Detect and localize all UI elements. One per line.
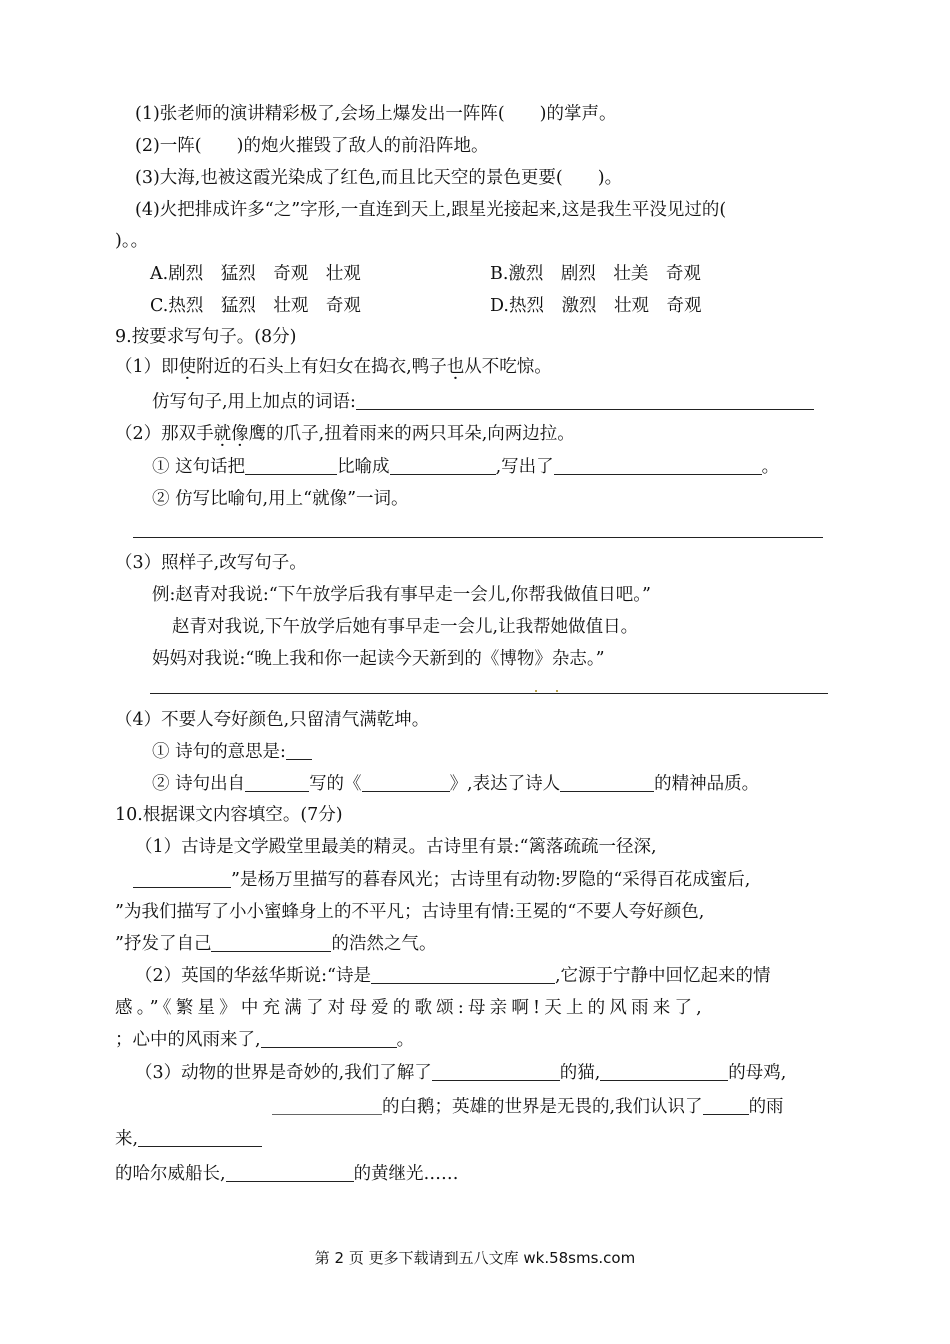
q9-part4-b: ② 诗句出自 写的《 》,表达了诗人 的精神品质。	[152, 774, 760, 794]
answer-blank[interactable]	[356, 393, 814, 410]
q10-p3-line4: 的哈尔威船长, 的黄继光……	[115, 1164, 459, 1184]
part-number: （1）	[115, 357, 162, 377]
q10-title: 10.根据课文内容填空。(7分)	[115, 805, 343, 825]
answer-blank[interactable]	[261, 1031, 397, 1048]
q10-p2-line1: （2）英国的华兹华斯说:“诗是 ,它源于宁静中回忆起来的情	[135, 966, 771, 986]
q9-part2-a: ① 这句话把 比喻成 ,写出了 。	[152, 457, 780, 477]
answer-blank[interactable]	[133, 871, 231, 888]
q8-options-row-1	[150, 263, 701, 285]
q9-part1-prompt: 仿写句子,用上加点的词语:	[152, 391, 814, 413]
answer-blank[interactable]	[286, 743, 312, 760]
q10-p3-line1: （3）动物的世界是奇妙的,我们了解了 的猫, 的母鸡,	[135, 1063, 787, 1083]
q9-part3-example: 例:赵青对我说:“下午放学后我有事早走一会儿,你帮我做值日吧。”	[152, 585, 651, 605]
q9-part1-sentence: （1）即使附近的石头上有妇女在捣衣,鸭子也从不吃惊。	[115, 357, 552, 377]
q9-part2-sentence: （2）那双手就像鹰的爪子,扭着雨来的两只耳朵,向两边拉。	[115, 424, 575, 444]
answer-blank[interactable]	[245, 775, 309, 792]
dotted-char: 像	[231, 424, 249, 444]
answer-blank[interactable]	[390, 458, 496, 475]
stray-mark	[556, 690, 558, 692]
q8-sentence-4a: (4)火把排成许多“之”字形,一直连到天上,跟星光接起来,这是我生平没见过的(	[135, 200, 727, 220]
q8-sentence-3: (3)大海,也被这霞光染成了红色,而且比天空的景色更要( )。	[135, 168, 623, 188]
q9-title: 9.按要求写句子。(8分)	[115, 327, 297, 347]
q9-part3-example-answer: 赵青对我说,下午放学后她有事早走一会儿,让我帮她做值日。	[172, 617, 639, 637]
answer-blank[interactable]	[560, 775, 654, 792]
answer-blank[interactable]	[600, 1064, 728, 1081]
q9-part2-b: ② 仿写比喻句,用上“就像”一词。	[152, 489, 409, 509]
q9-part3-title: （3）照样子,改写句子。	[115, 553, 307, 573]
answer-blank[interactable]	[226, 1165, 354, 1182]
answer-line[interactable]	[150, 693, 828, 694]
answer-blank[interactable]	[371, 967, 555, 984]
option-a: A.剧烈 猛烈 奇观 壮观	[150, 264, 361, 284]
q8-sentence-4b: )。。	[115, 231, 149, 251]
q10-p3-line3: 来,	[115, 1128, 262, 1150]
q9-part3-task: 妈妈对我说:“晚上我和你一起读今天新到的《博物》杂志。”	[152, 649, 605, 669]
q10-p1-line4: ”抒发了自己 的浩然之气。	[115, 934, 437, 954]
answer-blank[interactable]	[138, 1130, 262, 1147]
stray-mark	[535, 690, 537, 692]
dotted-char: 就	[213, 424, 232, 444]
q9-part4-a: ① 诗句的意思是:	[152, 741, 312, 763]
page-footer: 第 2 页 更多下载请到五八文库 wk.58sms.com	[314, 1249, 636, 1267]
q10-p1-line3: ”为我们描写了小小蜜蜂身上的不平凡；古诗里有情:王冕的“不要人夸好颜色,	[115, 902, 705, 922]
option-b: B.激烈 剧烈 壮美 奇观	[490, 264, 701, 284]
answer-blank[interactable]	[272, 1098, 382, 1115]
answer-blank[interactable]	[362, 775, 450, 792]
answer-blank[interactable]	[703, 1098, 749, 1115]
answer-blank[interactable]	[211, 935, 331, 952]
answer-line[interactable]	[133, 537, 823, 538]
option-c: C.热烈 猛烈 壮观 奇观	[150, 296, 361, 316]
q8-sentence-2: (2)一阵( )的炮火摧毁了敌人的前沿阵地。	[135, 136, 489, 156]
q10-p2-line3: ；心中的风雨来了, 。	[115, 1030, 415, 1050]
q10-p2-line2: 感。”《繁星》中充满了对母爱的歌颂:母亲啊!天上的风雨来了,	[115, 998, 706, 1018]
q8-sentence-1: (1)张老师的演讲精彩极了,会场上爆发出一阵阵( )的掌声。	[135, 104, 617, 124]
q8-options-row-2	[150, 295, 701, 317]
dotted-char: 也	[446, 357, 465, 377]
q10-p1-line2: ”是杨万里描写的暮春风光；古诗里有动物:罗隐的“采得百花成蜜后,	[133, 869, 750, 891]
answer-blank[interactable]	[245, 458, 337, 475]
option-d: D.热烈 激烈 壮观 奇观	[490, 296, 702, 316]
q9-part4-title: （4）不要人夸好颜色,只留清气满乾坤。	[115, 710, 430, 730]
dotted-char: 使	[178, 357, 197, 377]
q10-p3-line2: 的白鹅；英雄的世界是无畏的,我们认识了 的雨	[272, 1096, 784, 1118]
q10-p1-line1: （1）古诗是文学殿堂里最美的精灵。古诗里有景:“篱落疏疏一径深,	[135, 837, 657, 857]
answer-blank[interactable]	[432, 1064, 560, 1081]
answer-blank[interactable]	[554, 458, 762, 475]
